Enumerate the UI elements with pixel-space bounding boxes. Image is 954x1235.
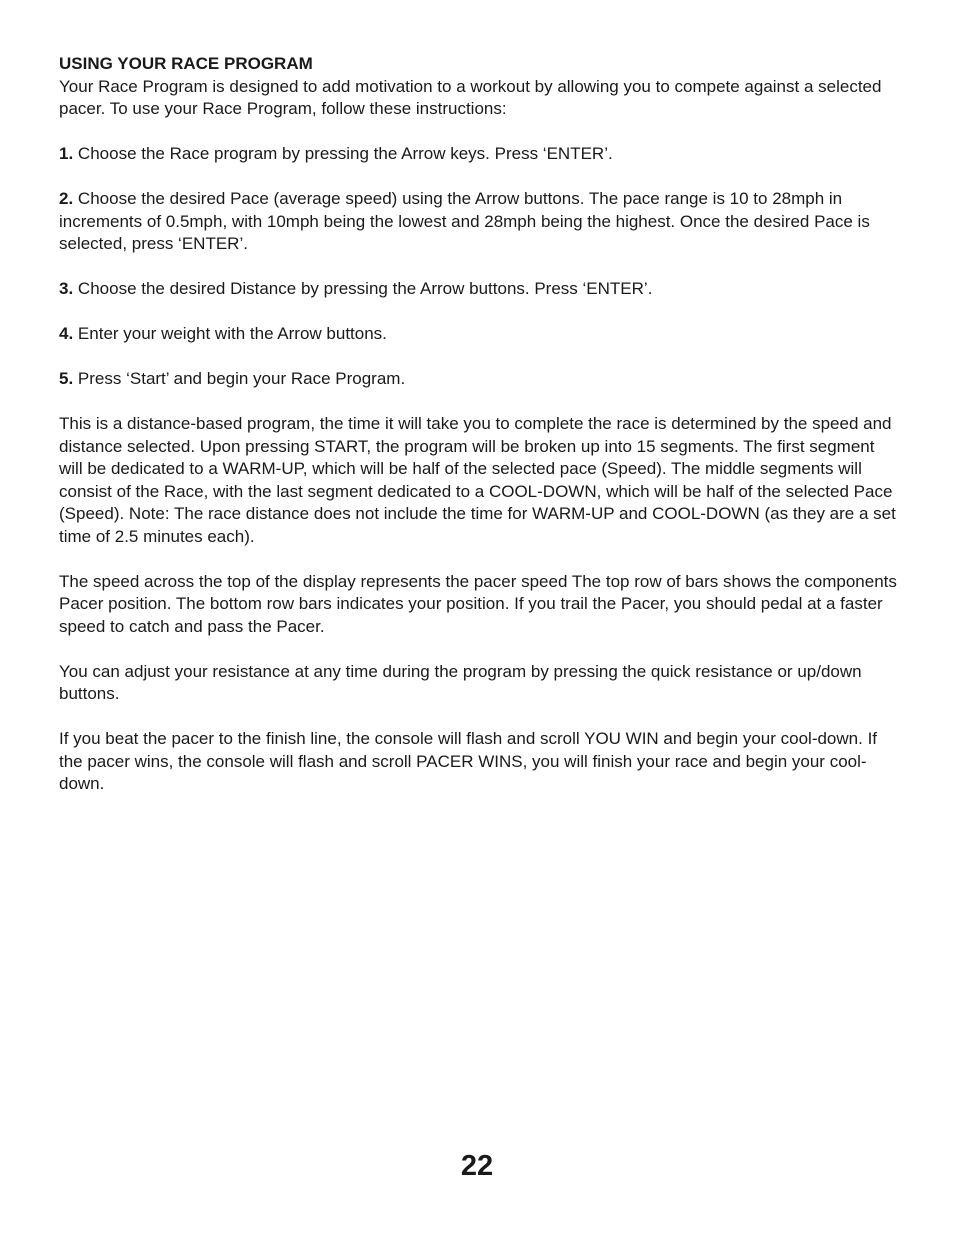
step-1	[59, 143, 899, 166]
step-5-number: 5.	[59, 369, 74, 388]
step-3-text: Choose the desired Distance by pressing the Arrow buttons. Press ‘ENTER’.	[77, 279, 653, 298]
step-2	[59, 188, 899, 256]
resistance-paragraph: You can adjust your resistance at any time during the program by pressing the quick resistance or up/down buttons.	[59, 661, 862, 703]
step-5-text: Press ‘Start’ and begin your Race Program.	[77, 369, 406, 388]
step-1-number: 1.	[59, 144, 74, 163]
manual-page-content	[59, 53, 899, 818]
step-2-text: Choose the desired Pace (average speed) using the Arrow buttons. The pace range is 10 to 28mph in increments of 0.5mph, with 10mph being the lowest and 28mph being the highest. Once the desired Pace is selected, press ‘ENTER’.	[59, 189, 870, 253]
page-number: 22	[460, 1150, 494, 1182]
step-4-number: 4.	[59, 324, 74, 343]
section-heading: USING YOUR RACE PROGRAM	[59, 54, 313, 73]
step-1-text: Choose the Race program by pressing the Arrow keys. Press ‘ENTER’.	[77, 144, 613, 163]
step-4-text: Enter your weight with the Arrow buttons.	[77, 324, 387, 343]
display-description-paragraph: The speed across the top of the display represents the pacer speed The top row of bars shows the components Pacer position. The bottom row bars indicates your position. If you trail the Pacer, you should pedal at a faster speed to catch and pass the Pacer.	[59, 571, 897, 636]
step-3-number: 3.	[59, 279, 74, 298]
step-4	[59, 323, 899, 346]
step-5	[59, 368, 899, 391]
intro-paragraph: Your Race Program is designed to add motivation to a workout by allowing you to compete against a selected pacer. To use your Race Program, follow these instructions:	[59, 76, 882, 118]
step-3	[59, 278, 899, 301]
step-2-number: 2.	[59, 189, 74, 208]
finish-line-paragraph: If you beat the pacer to the finish line, the console will flash and scroll YOU WIN and begin your cool-down. If the pacer wins, the console will flash and scroll PACER WINS, you will finish your race and begin your cool-down.	[59, 729, 878, 793]
distance-program-paragraph: This is a distance-based program, the time it will take you to complete the race is determined by the speed and distance selected. Upon pressing START, the program will be broken up into 15 segments. The first segment will be dedicated to a WARM-UP, which will be half of the selected pace (Speed). The middle segments will consist of the Race, with the last segment dedicated to a COOL-DOWN, which will be half of the selected Pace (Speed). Note: The race distance does not include the time for WARM-UP and COOL-DOWN (as they are a set time of 2.5 minutes each).	[59, 414, 896, 546]
